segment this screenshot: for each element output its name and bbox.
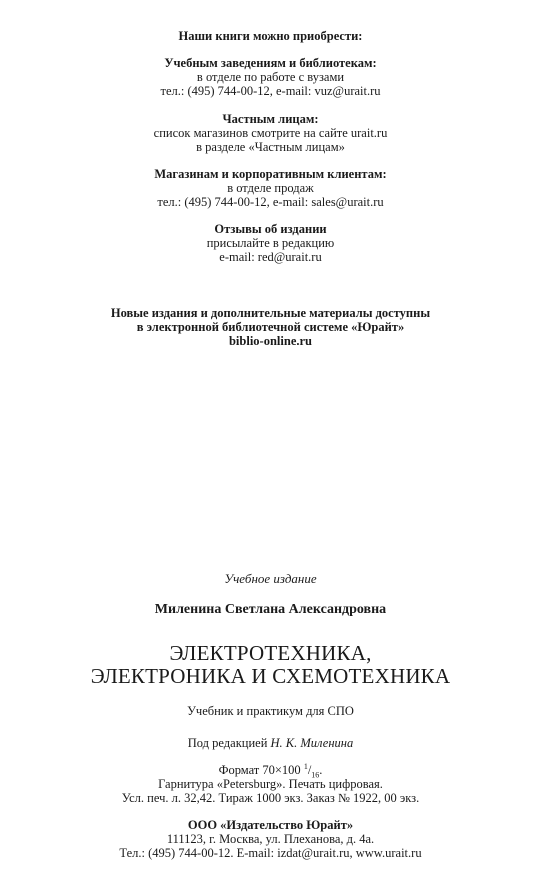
private-line1: список магазинов смотрите на сайте urait.ru (153, 126, 388, 140)
print-details-line: Усл. печ. л. 32,42. Тираж 1000 экз. Заказ № 1922, 00 экз. (121, 791, 420, 805)
format-prefix: Формат 70×100 (218, 763, 301, 777)
edu-title: Учебным заведениям и библиотекам: (164, 56, 377, 70)
reviews-line1: присылайте в редакцию (206, 236, 335, 250)
format-denominator: 16 (311, 770, 320, 780)
reviews-title: Отзывы об издании (214, 222, 327, 236)
book-title-line1: ЭЛЕКТРОТЕХНИКА, (169, 641, 372, 665)
book-title-line2: ЭЛЕКТРОНИКА И СХЕМОТЕХНИКА (90, 664, 451, 688)
reviews-line2: e-mail: red@urait.ru (219, 250, 322, 264)
online-line2: в электронной библиотечной системе «Юрайт» (136, 320, 405, 334)
book-subtitle: Учебник и практикум для СПО (187, 704, 354, 718)
publisher-name: ООО «Издательство Юрайт» (187, 818, 354, 832)
publisher-address: 111123, г. Москва, ул. Плеханова, д. 4а. (166, 832, 375, 846)
private-title: Частным лицам: (222, 112, 319, 126)
author-name: Миленина Светлана Александровна (154, 602, 387, 617)
edu-line2: тел.: (495) 744-00-12, e-mail: vuz@urait.ru (160, 84, 381, 98)
typeface-line: Гарнитура «Petersburg». Печать цифровая. (158, 777, 383, 791)
edition-type: Учебное издание (224, 571, 317, 586)
online-line3: biblio-online.ru (228, 334, 312, 348)
format-line: Формат 70×100 $^1/_{16}$. (218, 761, 323, 780)
purchase-heading: Наши книги можно приобрести: (178, 29, 363, 43)
private-line2: в разделе «Частным лицам» (196, 140, 345, 154)
corporate-line1: в отделе продаж (227, 181, 314, 195)
corporate-line2: тел.: (495) 744-00-12, e-mail: sales@urait.ru (157, 195, 384, 209)
editor-name: Н. К. Миленина (270, 736, 354, 750)
corporate-title: Магазинам и корпоративным клиентам: (154, 167, 387, 181)
edu-line1: в отделе по работе с вузами (196, 70, 345, 84)
format-suffix: . (319, 763, 323, 777)
editor-prefix: Под редакцией (187, 736, 271, 750)
format-numerator: 1 (303, 761, 308, 771)
online-line1: Новые издания и дополнительные материалы доступны (110, 306, 431, 320)
publisher-contacts: Тел.: (495) 744-00-12. E-mail: izdat@urait.ru, www.urait.ru (119, 846, 422, 860)
editor-line (0, 736, 541, 751)
